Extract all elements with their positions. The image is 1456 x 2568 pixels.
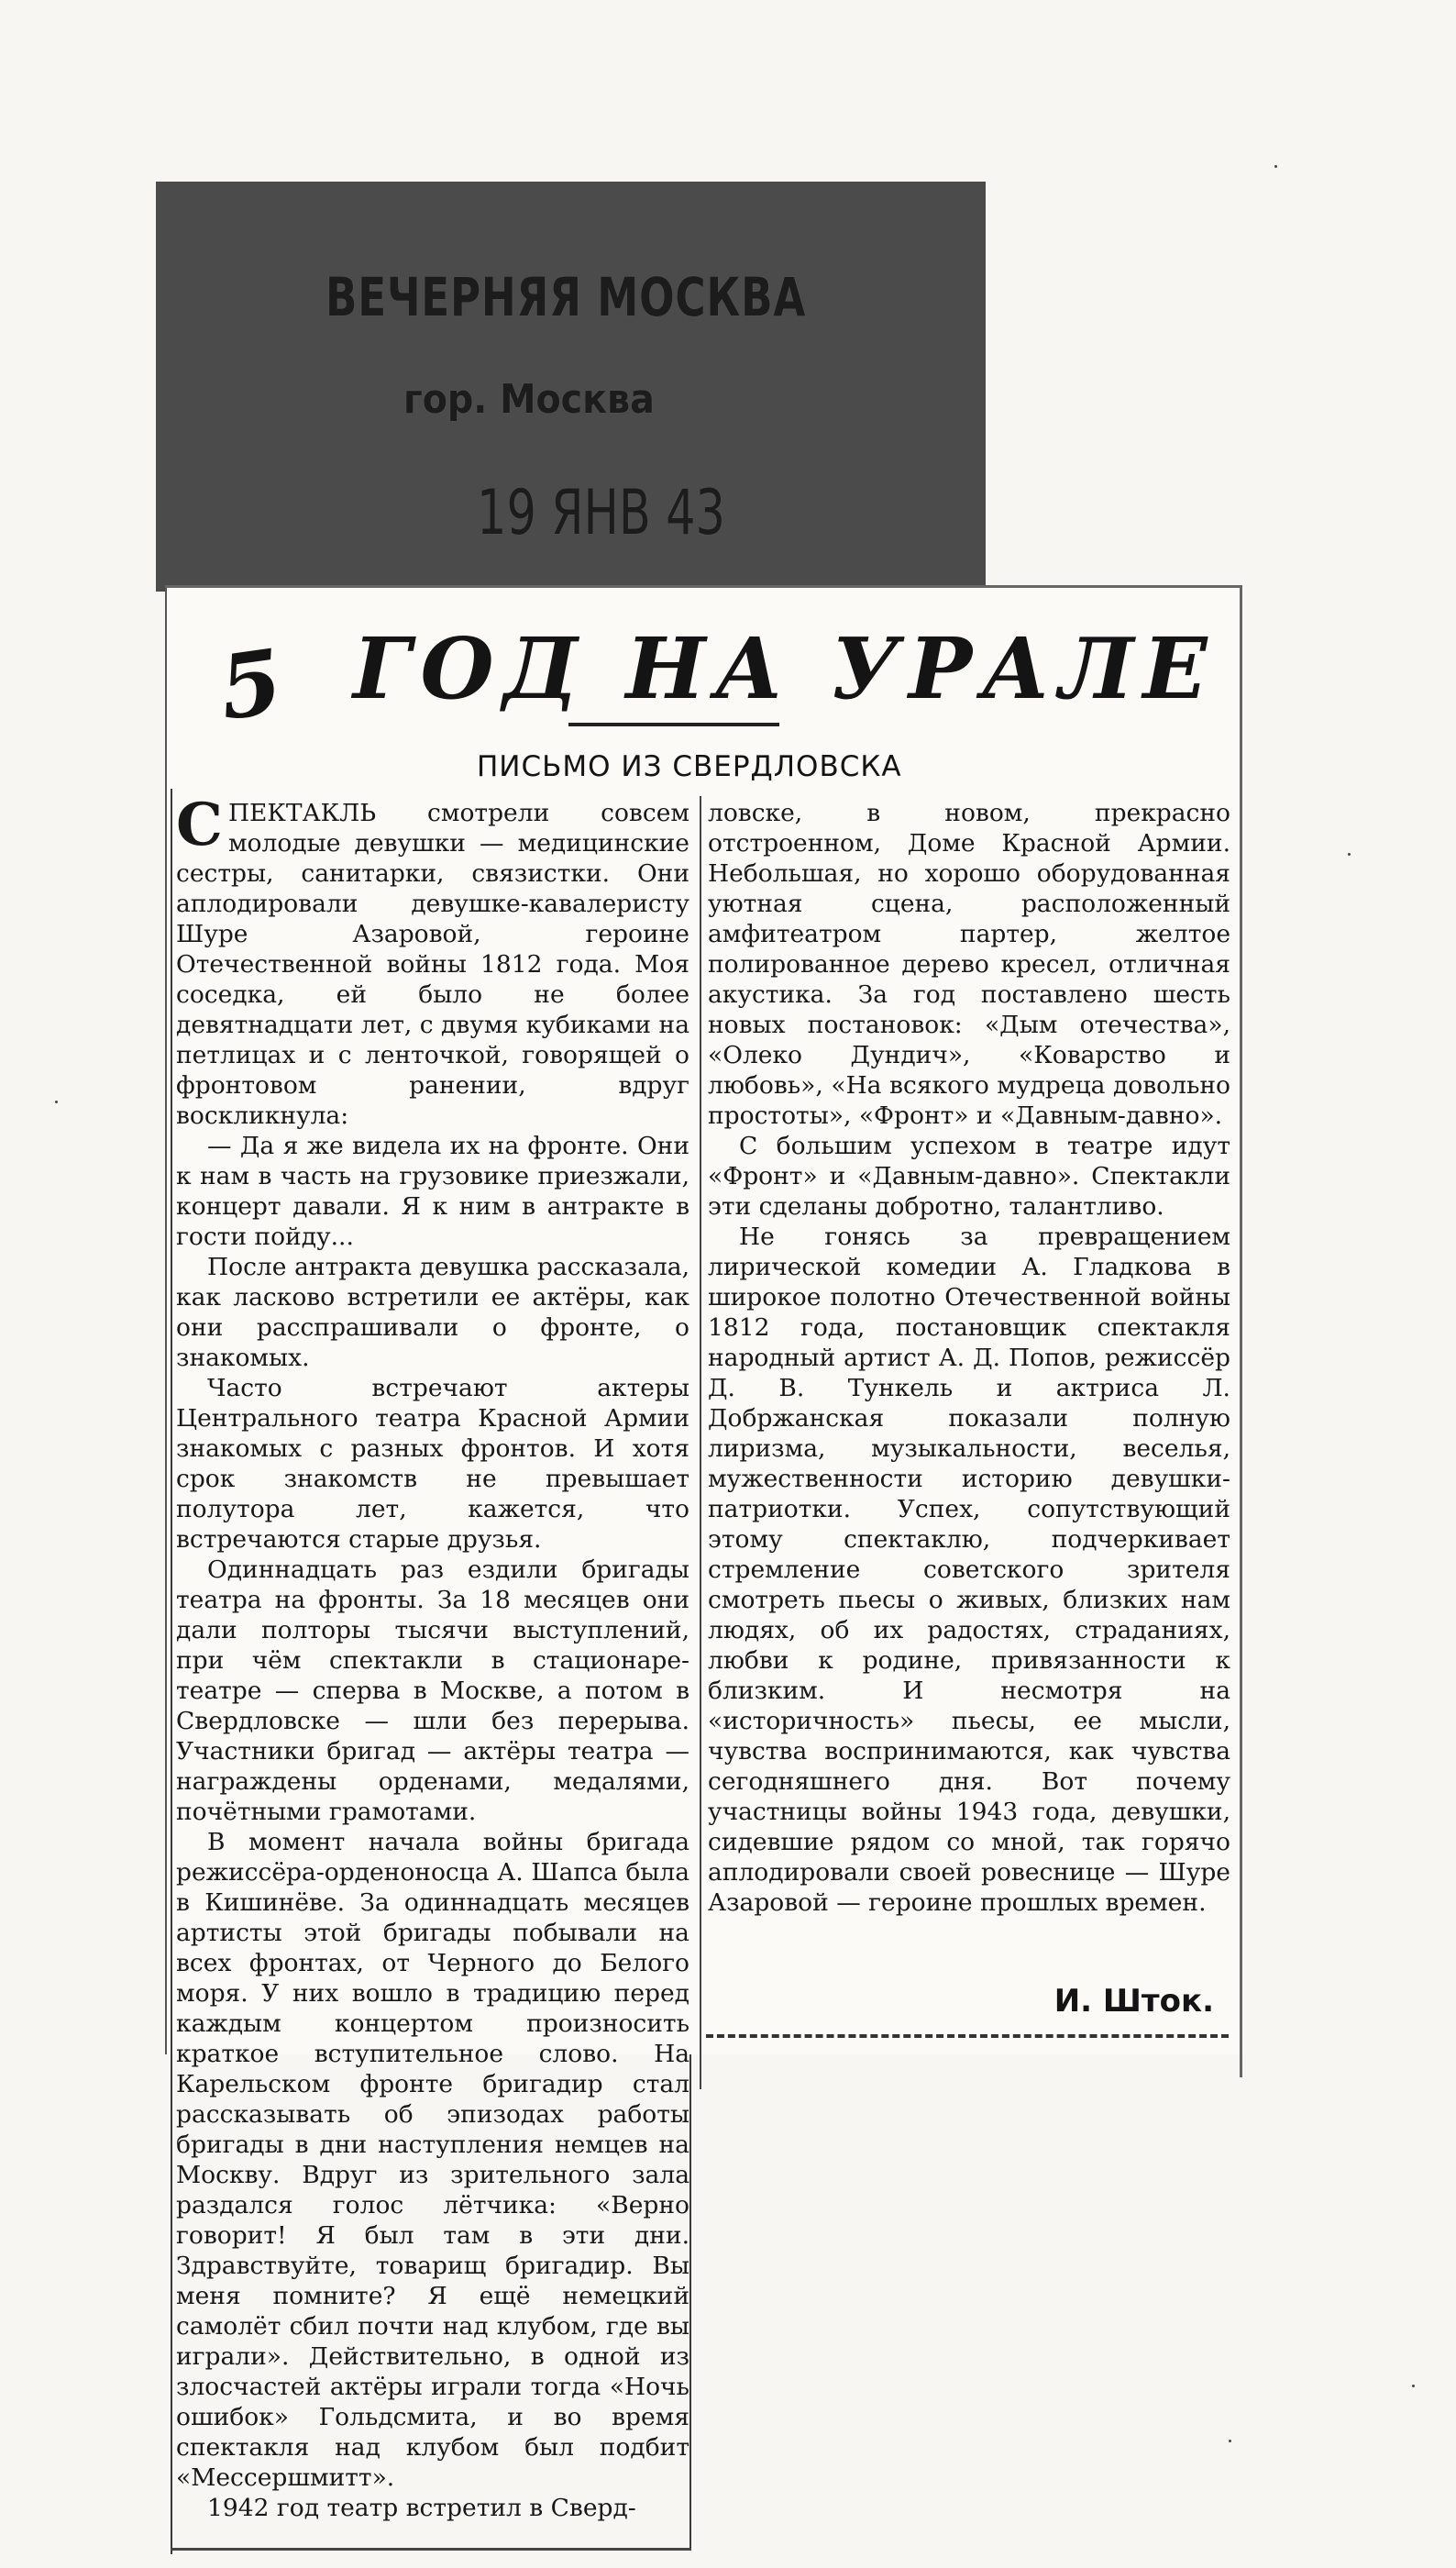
clipping-top-edge — [165, 585, 1242, 588]
article-left-column — [176, 791, 689, 2540]
paper-speck — [1274, 165, 1277, 168]
column-divider — [700, 796, 701, 2089]
paragraph: ловске, в новом, прекрасно отстроенном, Доме Красной Армии. Небольшая, но хорошо оборудованная уютная сцена, расположенный амфитеатром партер, желтое полированное дерево кресел, отличная акустика. За год поставлено шесть новых постановок: «Дым отечества», «Олеко Дундич», «Коварство и любовь», «На всякого мудреца довольно простоты», «Фронт» и «Давным-давно». — [708, 799, 1230, 1130]
paragraph: После антракта девушка рассказала, как ласково встретили ее актёры, как они расспрашивали о фронте, о знакомых. — [176, 1253, 689, 1372]
stamp-newspaper-name: ВЕЧЕРНЯЯ МОСКВА — [325, 266, 807, 328]
stamp-city: гор. Москва — [403, 376, 655, 423]
left-column-right-edge — [689, 2054, 691, 2550]
paragraph: 1942 год театр встретил в Сверд- — [207, 2494, 636, 2522]
article-headline: ГОД НА УРАЛЕ — [353, 619, 1217, 718]
page-number: 5 — [213, 628, 289, 741]
article-subheadline: ПИСЬМО ИЗ СВЕРДЛОВСКА — [477, 750, 902, 783]
paragraph: С большим успехом в театре идут «Фронт» и «Давным-давно». Спектакли эти сделаны добротно, талантливо. — [708, 1132, 1230, 1221]
end-of-article-rule — [706, 2034, 1229, 2038]
paragraph: Не гонясь за превращением лирической комедии А. Гладкова в широкое полотно Отечественной войны 1812 года, постановщик спектакля народный артист А. Д. Попов, режиссёр Д. В. Тункель и актриса Л. Добржанская показали полную лиризма, музыкальности, веселья, мужественности историю девушки-патриотки. Успех, сопутствующий этому спектаклю, подчеркивает стремление советского зрителя смотреть пьесы о живых, близких нам людях, об их радостях, страданиях, любви к родине, привязанности к близким. И несмотря на «историчность» пьесы, ее мысли, чувства воспринимаются, как чувства сегодняшнего дня. Вот почему участницы войны 1943 года, девушки, сидевшие рядом со мной, так горячо аплодировали своей ровеснице — Шуре Азаровой — героине прошлых времен. — [708, 1223, 1230, 1917]
clipping-bottom-edge — [171, 2548, 691, 2551]
paper-speck — [1412, 2385, 1415, 2387]
paragraph: Одиннадцать раз ездили бригады театра на фронты. За 18 месяцев они дали полторы тысячи выступлений, при чём спектакли в стационаре-театре — сперва в Москве, а потом в Свердловске — шли без перерыва. Участники бригад — актёры театра — награждены орденами, медалями, почётными грамотами. — [176, 1555, 689, 1826]
headline-rule — [568, 723, 779, 726]
author-signature: И. Шток. — [1053, 1983, 1214, 2020]
paragraph: — Да я же видела их на фронте. Они к нам в часть на грузовике приезжали, концерт давали. Я к ним в антракте в гости пойду... — [176, 1132, 689, 1251]
drop-cap: С — [176, 791, 223, 859]
clipping-right-edge — [1240, 587, 1242, 2077]
stamp-date: 19 ЯНВ 43 — [477, 477, 725, 549]
paragraph: Часто встречают актеры Центрального театра Красной Армии знакомых с разных фронтов. И хотя срок знакомств не превышает полутора лет, кажется, что встречаются старые друзья. — [176, 1374, 689, 1554]
paragraph: СПЕКТАКЛЬ смотрели совсем молодые девушки — медицинские сестры, санитарки, связистки. Они аплодировали девушке-кавалеристу Шуре Азаровой, героине Отечественной войны 1812 года. Моя соседка, ей было не более девятнадцати лет, с двумя кубиками на петлицах и с ленточкой, говорящей о фронтовом ранении, вдруг воскликнула: — [176, 791, 689, 1130]
clipping-left-edge — [171, 789, 172, 2554]
article-right-column — [708, 798, 1230, 2027]
paper-speck — [55, 1101, 58, 1103]
paper-speck — [1229, 2440, 1231, 2442]
paragraph: В момент начала войны бригада режиссёра-орденоносца А. Шапса была в Кишинёве. За одиннадцать месяцев артисты этой бригады побывали на всех фронтах, от Черного до Белого моря. У них вошло в традицию перед каждым концертом произносить краткое вступительное слово. На Карельском фронте бригадир стал рассказывать об эпизодах работы бригады в дни наступления немцев на Москву. Вдруг из зрительного зала раздался голос лётчика: «Верно говорит! Я был там в эти дни. Здравствуйте, товарищ бригадир. Вы меня помните? Я ещё немецкий самолёт сбил почти над клубом, где вы играли». Действительно, в одной из злосчастей актёры играли тогда «Ночь ошибок» Гольдсмита, и во время спектакля над клубом был подбит «Мессершмитт». — [176, 1828, 689, 2492]
paper-speck — [1348, 853, 1351, 856]
